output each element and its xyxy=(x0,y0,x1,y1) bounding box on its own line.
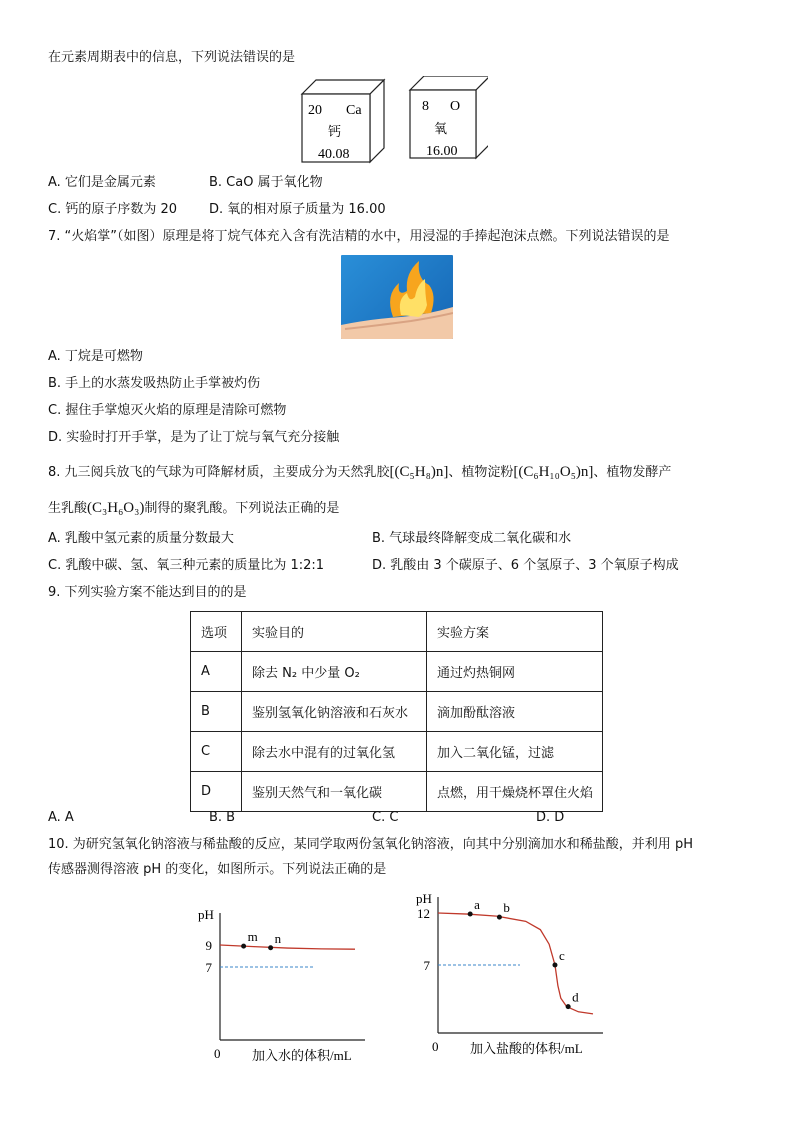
q8-stem-part3: 、植物发酵产 xyxy=(593,465,672,480)
formula-starch: [(C₆H₁₀O₅)n] xyxy=(513,464,594,480)
table-header: 实验目的 xyxy=(242,612,427,652)
table-cell: 点燃，用干燥烧杯罩住火焰 xyxy=(427,772,603,812)
q9-answer-a: A. A xyxy=(48,810,74,825)
origin-label: 0 xyxy=(214,1046,221,1061)
data-point-c xyxy=(552,963,557,968)
q7-option-a: A. 丁烷是可燃物 xyxy=(48,349,143,364)
question-9-stem: 9. 下列实验方案不能达到目的的是 xyxy=(48,585,247,600)
y-tick-label: 12 xyxy=(417,906,430,921)
data-point-a xyxy=(468,912,473,917)
question-8-stem-line1 xyxy=(48,463,671,482)
question-6-stem: 在元素周期表中的信息，下列说法错误的是 xyxy=(48,50,296,65)
table-cell: 通过灼热铜网 xyxy=(427,652,603,692)
point-label-a: a xyxy=(474,897,480,913)
q8-option-b: B. 气球最终降解变成二氧化碳和水 xyxy=(372,531,572,546)
option-b: B. CaO 属于氧化物 xyxy=(209,175,323,190)
formula-lactic-acid: (C₃H₆O₃) xyxy=(87,500,145,516)
option-a: A. 它们是金属元素 xyxy=(48,175,156,190)
option-c: C. 钙的原子序数为 20 xyxy=(48,202,178,217)
q7-option-b: B. 手上的水蒸发吸热防止手掌被灼伤 xyxy=(48,376,261,391)
table-cell: 除去 N₂ 中少量 O₂ xyxy=(242,652,427,692)
table-cell: 滴加酚酞溶液 xyxy=(427,692,603,732)
element-number: 8 xyxy=(422,99,429,114)
data-point-n xyxy=(268,945,273,950)
q9-answer-b: B. B xyxy=(209,810,236,825)
y-tick-label: 7 xyxy=(423,958,430,973)
q7-option-d: D. 实验时打开手掌，是为了让丁烷与氧气充分接触 xyxy=(48,430,340,445)
table-row xyxy=(191,692,603,732)
periodic-table-cells xyxy=(298,76,488,166)
experiment-table xyxy=(190,611,603,812)
question-10-stem-line2: 传感器测得溶液 pH 的变化，如图所示。下列说法正确的是 xyxy=(48,862,387,877)
table-header: 实验方案 xyxy=(427,612,603,652)
formula-latex: [(C₅H₈)n] xyxy=(389,464,449,480)
q9-answer-c: C. C xyxy=(372,810,399,825)
element-mass: 16.00 xyxy=(426,144,458,159)
origin-label: 0 xyxy=(432,1039,439,1054)
chart-ph-hcl xyxy=(408,885,608,1065)
element-cell-oxygen xyxy=(410,76,488,159)
table-cell: 加入二氧化锰，过滤 xyxy=(427,732,603,772)
table-row xyxy=(191,652,603,692)
series-line xyxy=(438,913,593,1014)
q8-stem-part2: 、植物淀粉 xyxy=(448,465,514,480)
y-tick-label: 9 xyxy=(205,938,212,953)
series-line xyxy=(220,945,355,949)
table-cell: 除去水中混有的过氧化氢 xyxy=(242,732,427,772)
q8-option-d: D. 乳酸由 3 个碳原子、6 个氢原子、3 个氧原子构成 xyxy=(372,558,679,573)
element-symbol: Ca xyxy=(346,103,362,118)
data-point-m xyxy=(241,944,246,949)
y-tick-label: 7 xyxy=(205,960,212,975)
q7-option-c: C. 握住手掌熄灭火焰的原理是清除可燃物 xyxy=(48,403,287,418)
table-cell: B xyxy=(191,692,242,732)
element-number: 20 xyxy=(308,103,322,118)
x-axis-label: 加入水的体积/mL xyxy=(252,1048,352,1063)
table-row xyxy=(191,732,603,772)
q8-option-c: C. 乳酸中碳、氢、氧三种元素的质量比为 1:2:1 xyxy=(48,558,325,573)
element-name: 钙 xyxy=(328,125,342,140)
q8-option-a: A. 乳酸中氢元素的质量分数最大 xyxy=(48,531,234,546)
data-point-b xyxy=(497,915,502,920)
question-8-stem-line2 xyxy=(48,499,339,518)
point-label-n: n xyxy=(274,930,282,946)
data-point-d xyxy=(566,1004,571,1009)
table-row xyxy=(191,772,603,812)
q8-stem-part1: 8. 九三阅兵放飞的气球为可降解材质，主要成分为天然乳胶 xyxy=(48,465,390,480)
element-mass: 40.08 xyxy=(318,147,350,162)
point-label-c: c xyxy=(558,948,565,963)
x-axis-label: 加入盐酸的体积/mL xyxy=(470,1041,583,1056)
table-cell: D xyxy=(191,772,242,812)
table-cell: A xyxy=(191,652,242,692)
question-10-stem-line1: 10. 为研究氢氧化钠溶液与稀盐酸的反应，某同学取两份氢氧化钠溶液，向其中分别滴加水和稀盐酸，并利用 pH xyxy=(48,837,693,852)
table-cell: 鉴别氢氧化钠溶液和石灰水 xyxy=(242,692,427,732)
q9-answer-d: D. D xyxy=(536,810,565,825)
q8-stem-line2-a: 生乳酸 xyxy=(48,501,88,516)
point-label-d: d xyxy=(572,989,579,1005)
table-cell: 鉴别天然气和一氧化碳 xyxy=(242,772,427,812)
element-cell-calcium xyxy=(302,80,384,162)
fire-palm-photo xyxy=(341,255,453,339)
element-name: 氧 xyxy=(434,122,448,137)
table-header-row xyxy=(191,612,603,652)
q8-stem-line2-b: 制得的聚乳酸。下列说法正确的是 xyxy=(144,501,340,516)
table-cell: C xyxy=(191,732,242,772)
element-symbol: O xyxy=(450,99,461,114)
option-d: D. 氧的相对原子质量为 16.00 xyxy=(209,202,386,217)
y-axis-label: pH xyxy=(198,907,214,922)
point-label-b: b xyxy=(503,900,510,916)
point-label-m: m xyxy=(247,929,258,945)
question-7-stem: 7. “火焰掌”（如图）原理是将丁烷气体充入含有洗洁精的水中，用浸湿的手捧起泡沫点燃。下列说法错误的是 xyxy=(48,229,670,244)
chart-ph-water xyxy=(190,895,370,1065)
table-header: 选项 xyxy=(191,612,242,652)
y-axis-label: pH xyxy=(416,891,432,906)
